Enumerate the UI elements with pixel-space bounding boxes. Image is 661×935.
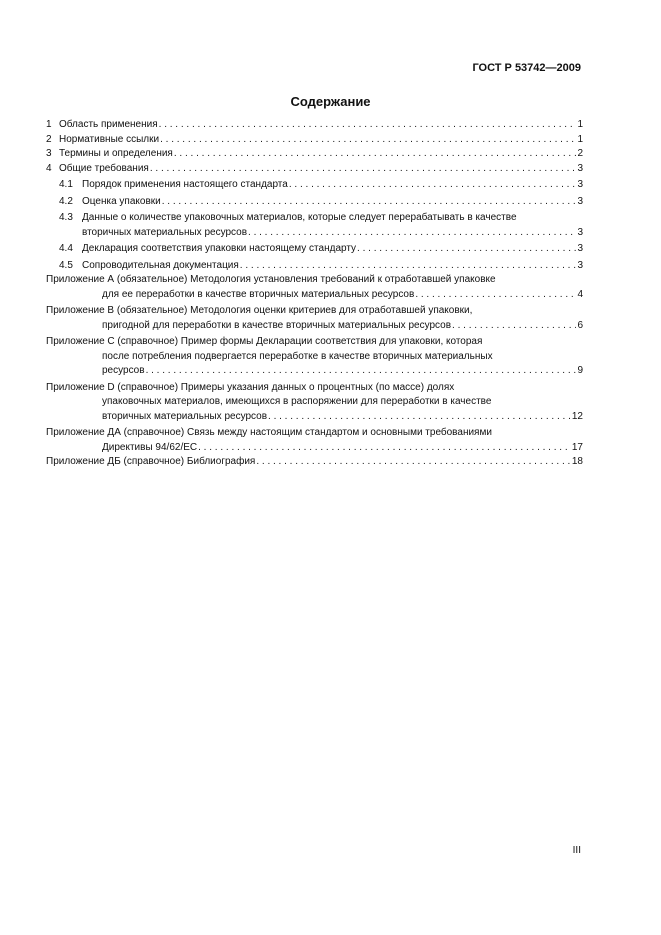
toc-entry-4[interactable]	[46, 162, 583, 177]
leader-dots	[452, 319, 576, 334]
toc-entry-title-continued: упаковочных материалов, имеющихся в распоряжении для переработки в качестве	[102, 396, 492, 407]
toc-entry-4-5[interactable]	[46, 259, 583, 274]
toc-entry-title-continued: пригодной для переработки в качестве вторичных материальных ресурсов	[102, 319, 452, 331]
toc-page-number: 3	[577, 243, 583, 254]
toc-appendix-b[interactable]	[46, 304, 583, 333]
toc-entry-title: Сопроводительная документация	[82, 259, 239, 271]
toc-page-number: 2	[577, 148, 583, 159]
toc-entry-1[interactable]	[46, 118, 583, 133]
toc-appendix-db[interactable]	[46, 455, 583, 470]
toc-entry-title-continued: после потребления подвергается переработке в качестве вторичных материальных	[102, 350, 493, 362]
toc-entry-4-4[interactable]	[46, 242, 583, 257]
toc-entry-3[interactable]	[46, 147, 583, 162]
toc-entry-title: Область применения	[59, 119, 158, 130]
toc-entry-title-continued: Директивы 94/62/ЕС	[102, 441, 198, 453]
toc-entry-title: Порядок применения настоящего стандарта	[82, 179, 288, 190]
toc-page-number: 12	[571, 410, 583, 422]
toc-entry-number: 1	[46, 119, 52, 130]
toc-entry-4-2[interactable]	[46, 195, 583, 210]
toc-entry-number: 3	[46, 148, 52, 159]
document-code: ГОСТ Р 53742—2009	[472, 62, 581, 74]
leader-dots	[240, 259, 577, 274]
leader-dots	[159, 118, 577, 133]
toc-page-number: 1	[577, 119, 583, 130]
toc-entry-2[interactable]	[46, 133, 583, 148]
toc-page-number: 1	[577, 133, 583, 145]
toc-page-number: 3	[577, 195, 583, 207]
leader-dots	[415, 288, 576, 303]
toc-page-number: 17	[571, 441, 583, 453]
page-title: Содержание	[290, 94, 371, 109]
toc-entry-title: Общие требования	[59, 162, 149, 174]
toc-entry-number: 4.4	[59, 243, 73, 254]
toc-entry-number: 4.3	[59, 212, 73, 223]
leader-dots	[357, 242, 576, 257]
toc-entry-title: Приложение ДА (справочное) Связь между настоящим стандартом и основными требованиями	[46, 427, 492, 438]
leader-dots	[174, 147, 577, 162]
toc-entry-title: Оценка упаковки	[82, 195, 161, 207]
toc-page-number: 3	[577, 259, 583, 271]
toc-appendix-c[interactable]	[46, 335, 583, 379]
toc-page-number: 4	[577, 288, 583, 300]
page-folio: III	[572, 845, 581, 856]
toc-page-number: 9	[577, 365, 583, 376]
leader-dots	[256, 455, 571, 470]
toc-entry-number: 2	[46, 133, 52, 145]
toc-entry-title: Приложение В (обязательное) Методология оценки критериев для отработавшей упаковки,	[46, 305, 473, 316]
toc-page-number: 3	[577, 179, 583, 190]
toc-entry-title-continued: вторичных материальных ресурсов	[82, 226, 248, 238]
toc-entry-title-continued: ресурсов	[102, 365, 145, 376]
toc-entry-title: Данные о количестве упаковочных материалов, которые следует перерабатывать в качестве	[82, 212, 517, 223]
toc-page-number: 3	[577, 226, 583, 238]
leader-dots	[248, 226, 576, 241]
leader-dots	[289, 178, 577, 193]
toc-entry-title-continued: вторичных материальных ресурсов	[102, 410, 268, 422]
toc-entry-title: Декларация соответствия упаковки настоящему стандарту	[82, 243, 357, 254]
toc-entry-title: Приложение ДБ (справочное) Библиография	[46, 456, 256, 467]
toc-page-number: 6	[577, 319, 583, 331]
toc-page-number: 3	[577, 162, 583, 174]
toc-entry-title: Приложение А (обязательное) Методология установления требований к отработавшей упаковке	[46, 274, 496, 285]
leader-dots	[150, 162, 577, 177]
leader-dots	[160, 133, 576, 148]
toc-entry-title: Приложение D (справочное) Примеры указания данных о процентных (по массе) долях	[46, 381, 455, 393]
table-of-contents	[46, 118, 583, 470]
leader-dots	[268, 410, 571, 425]
toc-entry-number: 4.5	[59, 259, 73, 271]
toc-page-number: 18	[571, 456, 583, 467]
toc-appendix-a[interactable]	[46, 273, 583, 302]
toc-entry-number: 4.2	[59, 195, 73, 207]
toc-appendix-da[interactable]	[46, 426, 583, 455]
leader-dots	[162, 195, 577, 210]
toc-entry-4-3[interactable]	[46, 211, 583, 240]
toc-entry-title-continued: для ее переработки в качестве вторичных материальных ресурсов	[102, 288, 415, 300]
leader-dots	[198, 441, 571, 456]
toc-entry-4-1[interactable]	[46, 178, 583, 193]
toc-entry-number: 4	[46, 162, 52, 174]
toc-entry-title: Нормативные ссылки	[59, 133, 160, 145]
toc-appendix-d[interactable]	[46, 381, 583, 425]
leader-dots	[146, 364, 577, 379]
toc-entry-title: Термины и определения	[59, 148, 173, 159]
toc-entry-title: Приложение С (справочное) Пример формы Декларации соответствия для упаковки, которая	[46, 336, 483, 347]
toc-entry-number: 4.1	[59, 179, 73, 190]
